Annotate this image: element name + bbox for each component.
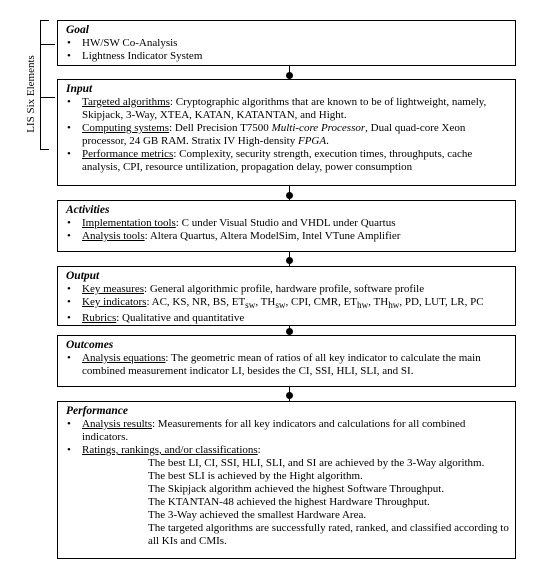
list-item: • Lightness Indicator System — [66, 50, 509, 63]
side-bracket — [40, 20, 49, 150]
item-text: : AC, KS, NR, BS, ET — [146, 296, 246, 308]
goal-list — [66, 37, 509, 63]
outcomes-title: Outcomes — [66, 339, 114, 351]
list-item — [66, 148, 509, 174]
item-text: : General algorithmic profile, hardware profile, software profile — [144, 283, 425, 295]
performance-list — [66, 418, 509, 457]
item-text: : — [257, 444, 261, 456]
term-label: Targeted algorithms — [82, 96, 170, 108]
term-label: Analysis tools — [82, 230, 145, 242]
term-label: Computing systems — [82, 122, 170, 134]
item-text: : Dell Precision T7500 — [169, 122, 272, 134]
result-item: The best LI, CI, SSI, HLI, SLI, and SI are achieved by the 3-Way algorithm. — [148, 457, 485, 469]
item-text: , TH — [255, 296, 276, 308]
list-item — [66, 352, 509, 378]
activities-list — [66, 217, 509, 243]
term-label: Rubrics — [82, 312, 117, 325]
result-list — [148, 457, 509, 548]
item-text: . — [326, 135, 329, 147]
side-label — [24, 42, 38, 146]
performance-title: Performance — [66, 405, 128, 417]
term-label: Implementation tools — [82, 217, 176, 229]
connector-dot — [286, 257, 293, 264]
input-list — [66, 96, 509, 174]
item-text: , TH — [368, 296, 389, 308]
connector-dot — [286, 392, 293, 399]
side-label-text: LIS Six Elements — [25, 55, 38, 133]
output-box — [57, 266, 516, 326]
term-label: Key indicators — [82, 296, 147, 308]
bracket-tick-input — [40, 97, 55, 98]
term-label: Key measures — [82, 283, 145, 295]
result-item: The KTANTAN-48 achieved the highest Hardware Throughput. — [148, 496, 430, 508]
activities-box — [57, 200, 516, 252]
performance-box — [57, 401, 516, 559]
item-text: : Altera Quartus, Altera ModelSim, Intel VTune Amplifier — [144, 230, 401, 242]
bracket-tick-goal — [40, 44, 55, 45]
list-item — [66, 444, 509, 457]
item-text: , Dual quad-core Xeon processor, 24 GB RAM. Stratix IV High-density — [82, 122, 466, 147]
list-item — [66, 96, 509, 122]
item-text: , PD, LUT, LR, PC — [399, 296, 484, 308]
list-item — [66, 230, 509, 243]
input-title: Input — [66, 83, 93, 95]
item-emphasis: Multi-core Processor — [271, 122, 366, 134]
connector-dot — [286, 192, 293, 199]
output-title: Output — [66, 270, 100, 282]
list-item — [66, 418, 509, 444]
term-label: Analysis results — [82, 418, 152, 430]
item-text: , CPI, CMR, ET — [285, 296, 358, 308]
connector-dot — [286, 328, 293, 335]
result-item: The targeted algorithms are successfully rated, ranked, and classified according to all KIs and CMIs. — [148, 522, 509, 547]
goal-title: Goal — [66, 24, 89, 36]
item-text: : Complexity, security strength, execution times, throughputs, cache analysis, CPI, resource untilization, propagation delay, power consumption — [82, 148, 473, 173]
subscript: hw — [357, 300, 369, 311]
result-item: The Skipjack algorithm achieved the highest Software Throughput. — [148, 483, 445, 495]
item-text: : C under Visual Studio and VHDL under Quartus — [175, 217, 396, 229]
subscript: sw — [275, 300, 286, 311]
list-item — [66, 217, 509, 230]
list-item — [66, 312, 509, 325]
item-text: : Cryptographic algorithms that are known to be of lightweight, namely, Skipjack, 3-Way, XTEA, KATAN, KATANTAN, and Hight. — [82, 96, 487, 121]
subscript: hw — [388, 300, 400, 311]
subscript: sw — [245, 300, 256, 311]
activities-title: Activities — [66, 204, 110, 216]
result-item: The 3-Way achieved the smallest Hardware Area. — [148, 509, 367, 521]
goal-box — [57, 20, 516, 66]
item-text: : The geometric mean of ratios of all key indicator to calculate the main combined measurement indicator LI, besides the CI, SSI, HLI, SLI, and SI. — [82, 352, 481, 377]
list-item — [66, 122, 509, 148]
outcomes-box — [57, 335, 516, 387]
item-text: : Measurements for all key indicators and calculations for all combined indicators. — [82, 418, 466, 443]
list-item: • HW/SW Co-Analysis — [66, 37, 509, 50]
connector-dot — [286, 72, 293, 79]
term-label: Analysis equations — [82, 352, 166, 364]
item-emphasis: FPGA — [297, 135, 327, 147]
item-text: : Qualitative and quantitative — [116, 312, 245, 325]
result-item: The best SLI is achieved by the Hight algorithm. — [148, 470, 363, 482]
term-label: Performance metrics — [82, 148, 174, 160]
outcomes-list — [66, 352, 509, 378]
list-item — [66, 283, 509, 296]
term-label: Ratings, rankings, and/or classifications — [82, 444, 258, 456]
list-item — [66, 296, 509, 312]
output-list — [66, 283, 509, 325]
input-box — [57, 79, 516, 186]
